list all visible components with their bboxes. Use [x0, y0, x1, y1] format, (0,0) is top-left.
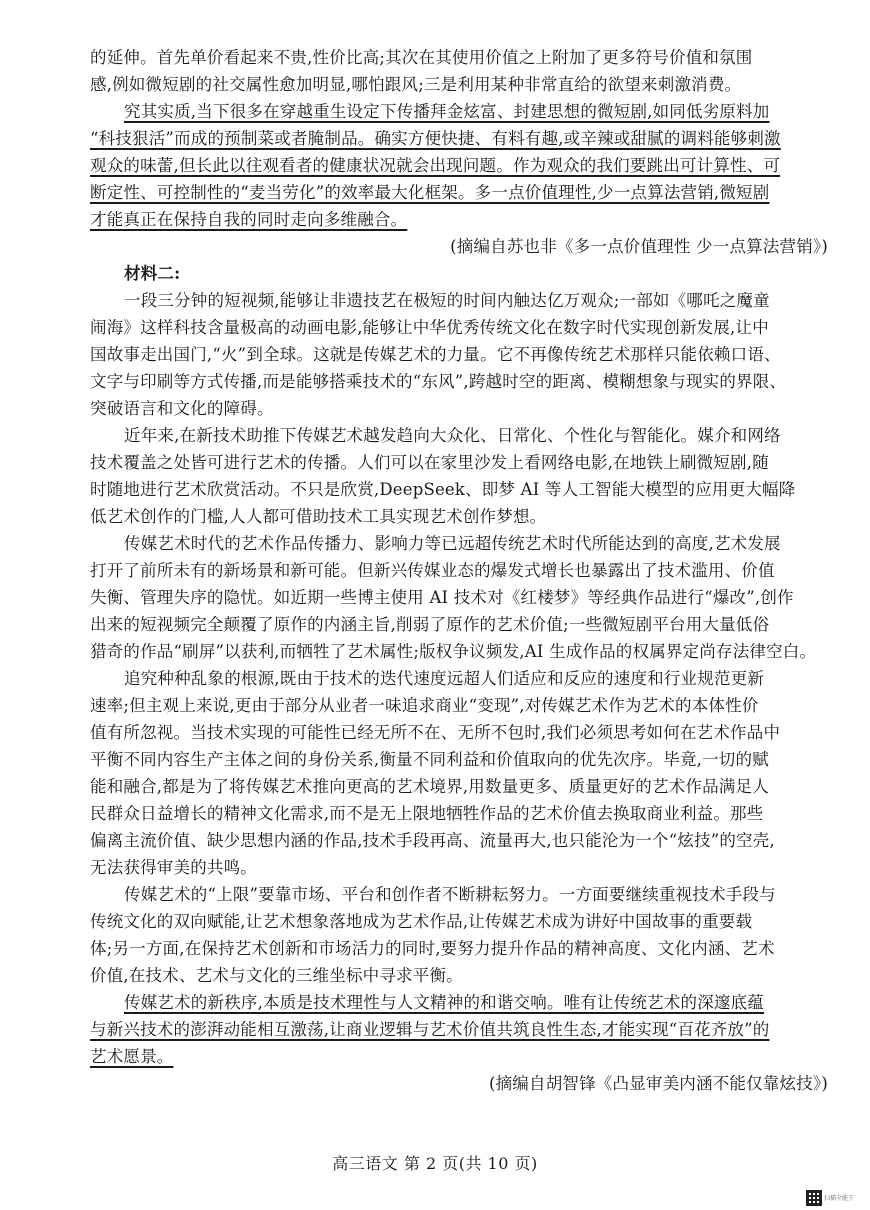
text-line: 感,例如微短剧的社交属性愈加明显,哪怕跟风;三是利用某种非常直给的欲望来刺激消费。	[90, 75, 742, 94]
text-line: 的延伸。首先单价看起来不贵,性价比高;其次在其使用价值之上附加了更多符号价值和氛围	[90, 48, 753, 67]
text-line: 近年来,在新技术助推下传媒艺术越发趋向大众化、日常化、个性化与智能化。媒介和网络	[124, 426, 781, 445]
page-footer: 高三语文 第 2 页(共 10 页)	[332, 1154, 538, 1173]
text-line: 失衡、管理失序的隐忧。如近期一些博主使用 AI 技术对《红楼梦》等经典作品进行“爆改”,创作	[90, 588, 794, 607]
text-line-underlined: 观众的味蕾,但长此以往观看者的健康状况就会出现问题。作为观众的我们要跳出可计算性、可	[90, 156, 781, 175]
text-line: 传媒艺术时代的艺术作品传播力、影响力等已远超传统艺术时代所能达到的高度,艺术发展	[124, 534, 781, 553]
text-line-underlined: 断定性、可控制性的“麦当劳化”的效率最大化框架。多一点价值理性,少一点算法营销,微短剧	[90, 183, 770, 202]
text-line: 价值,在技术、艺术与文化的三维坐标中寻求平衡。	[90, 966, 463, 985]
text-line: 传媒艺术的“上限”要靠市场、平台和创作者不断耕耘努力。一方面要继续重视技术手段与	[124, 885, 776, 904]
text-line: 时随地进行艺术欣赏活动。不只是欣赏,DeepSeek、即梦 AI 等人工智能大模型的应用更大幅降	[90, 480, 796, 499]
text-line: 值有所忽视。当技术实现的可能性已经无所不在、无所不包时,我们必须思考如何在艺术作品中	[90, 723, 781, 742]
text-line: 出来的短视频完全颠覆了原作的内涵主旨,削弱了原作的艺术价值;一些微短剧平台用大量低俗	[90, 615, 770, 634]
text-line: 文字与印刷等方式传播,而是能够搭乘技术的“东风”,跨越时空的距离、模糊想象与现实的界限、	[90, 372, 787, 391]
text-line-underlined: 才能真正在保持自我的同时走向多维融合。	[90, 210, 408, 229]
text-line: 民群众日益增长的精神文化需求,而不是无上限地牺牲作品的艺术价值去换取商业利益。那些	[90, 804, 764, 823]
text-line: 追究种种乱象的根源,既由于技术的迭代速度远超人们适应和反应的速度和行业规范更新	[124, 669, 765, 688]
section-heading: 材料二:	[124, 264, 181, 283]
text-line: 传统文化的双向赋能,让艺术想象落地成为艺术作品,让传媒艺术成为讲好中国故事的重要载	[90, 912, 753, 931]
text-line: 低艺术创作的门槛,人人都可借助技术工具实现艺术创作梦想。	[90, 507, 547, 526]
text-line: 平衡不同内容生产主体之间的身份关系,衡量不同利益和价值取向的优先次序。毕竟,一切的赋	[90, 750, 769, 769]
text-line: 能和融合,都是为了将传媒艺术推向更高的艺术境界,用数量更多、质量更好的艺术作品满足人	[90, 777, 769, 796]
qr-code-icon	[806, 1190, 822, 1206]
text-line: 突破语言和文化的障碍。	[90, 399, 274, 418]
text-line: 偏离主流价值、缺少思想内涵的作品,技术手段再高、流量再大,也只能沦为一个“炫技”的空壳,	[90, 831, 775, 850]
text-line-underlined: 与新兴技术的澎湃动能相互激荡,让商业逻辑与艺术价值共筑良性生态,才能实现“百花齐放”的	[90, 1020, 770, 1039]
text-line: 技术覆盖之处皆可进行艺术的传播。人们可以在家里沙发上看网络电影,在地铁上刷微短剧,随	[90, 453, 769, 472]
text-line-underlined: 传媒艺术的新秩序,本质是技术理性与人文精神的和谐交响。唯有让传统艺术的深邃底蕴	[124, 993, 765, 1012]
source-citation: (摘编自胡智锋《凸显审美内涵不能仅靠炫技》)	[488, 1074, 828, 1093]
text-line: 打开了前所未有的新场景和新可能。但新兴传媒业态的爆发式增长也暴露出了技术滥用、价值	[90, 561, 775, 580]
text-line-underlined: 艺术愿景。	[90, 1047, 174, 1066]
text-line: 一段三分钟的短视频,能够让非遗技艺在极短的时间内触达亿万观众;一部如《哪吒之魔童	[124, 291, 770, 310]
text-line: 速率;但主观上来说,更由于部分从业者一味追求商业“变现”,对传媒艺术作为艺术的本体性价	[90, 696, 759, 715]
scanner-watermark: 扫描全能王	[824, 1195, 855, 1202]
text-line-underlined: 究其实质,当下很多在穿越重生设定下传播拜金炫富、封建思想的微短剧,如同低劣原料加	[124, 102, 770, 121]
text-line-underlined: “科技狠活”而成的预制菜或者腌制品。确实方便快捷、有料有趣,或辛辣或甜腻的调料能够刺激	[90, 129, 781, 148]
text-line: 猎奇的作品“刷屏”以获利,而牺牲了艺术属性;版权争议频发,AI 生成作品的权属界定尚存法律空白。	[90, 642, 817, 661]
text-line: 闹海》这样科技含量极高的动画电影,能够让中华优秀传统文化在数字时代实现创新发展,让中	[90, 318, 769, 337]
text-line: 无法获得审美的共鸣。	[90, 858, 257, 877]
text-line: 体;另一方面,在保持艺术创新和市场活力的同时,要努力提升作品的精神高度、文化内涵、艺术	[90, 939, 775, 958]
document-body	[90, 44, 832, 1097]
source-citation: (摘编自苏也非《多一点价值理性 少一点算法营销》)	[450, 237, 828, 256]
text-line: 国故事走出国门,“火”到全球。这就是传媒艺术的力量。它不再像传统艺术那样只能依赖口语、	[90, 345, 781, 364]
